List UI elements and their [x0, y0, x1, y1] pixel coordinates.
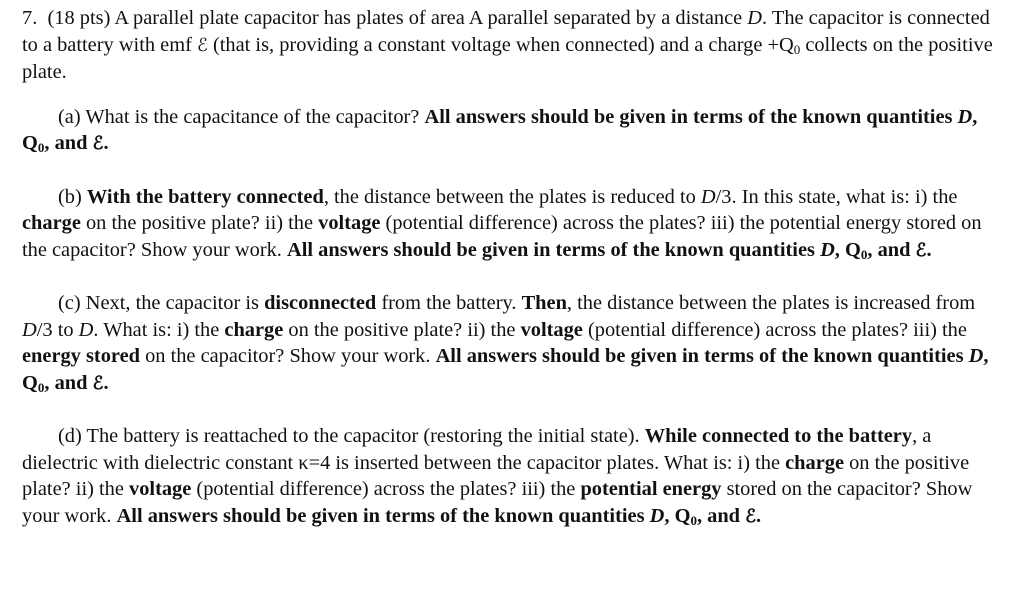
part-text: Next, the capacitor is [80, 292, 265, 314]
part-text: stored on the capacitor? Show your work. [22, 478, 973, 527]
statement-text: (that is, providing a constant voltage when connected) and a charge +Q [207, 33, 794, 56]
distance-symbol: D [700, 185, 716, 208]
emphasis-text: potential energy [580, 478, 722, 500]
part-b [22, 184, 997, 265]
part-text: , the distance between the plates is reduced to [323, 185, 701, 208]
part-text: from the battery. [376, 292, 522, 314]
answer-instruction: All answers should be given in terms of the known quantities D, $Q_0$, and ℰ. [22, 105, 978, 155]
part-text: (potential difference) across the plates? iii) the [582, 318, 967, 341]
answer-instruction: All answers should be given in terms of the known quantities D, $Q_0$, and ℰ. [116, 504, 762, 528]
part-a [22, 104, 997, 158]
part-text: (potential difference) across the plates? iii) the potential energy stored on the capacitor? Show your work. [22, 212, 982, 261]
part-c [22, 290, 997, 397]
subscript-zero: 0 [793, 41, 801, 57]
part-text: What is the capacitance of the capacitor? [80, 105, 425, 128]
emphasis-text: While connected to the battery [644, 425, 913, 447]
answer-instruction: All answers should be given in terms of the known quantities D, $Q_0$, and ℰ. [287, 238, 932, 262]
distance-symbol: D [747, 7, 763, 29]
answer-instruction: All answers should be given in terms of the known quantities D, $Q_0$, and ℰ. [22, 345, 989, 395]
statement-text: collects on the positive plate. [22, 33, 993, 83]
emphasis-text: charge [224, 318, 284, 341]
part-d [22, 423, 997, 530]
part-text: (potential difference) across the plates? iii) the [191, 478, 581, 500]
emphasis-text: voltage [129, 478, 192, 500]
part-label: (a) [58, 105, 81, 128]
emphasis-text: With the battery connected [86, 185, 324, 208]
part-text: /3 to [36, 318, 79, 341]
part-text: on the positive plate? ii) the [283, 318, 521, 341]
emphasis-text: charge [785, 451, 845, 474]
part-text: , a dielectric with dielectric constant κ=4 is inserted between the capacitor plates. What is: i) the [22, 425, 932, 474]
emphasis-text: Then [521, 292, 567, 314]
emphasis-text: energy stored [22, 345, 140, 367]
problem-number: 7. [22, 7, 38, 29]
emphasis-text: charge [22, 212, 81, 234]
part-text: . What is: i) the [93, 318, 225, 341]
emphasis-text: voltage [318, 212, 381, 234]
statement-text: A parallel plate capacitor has plates of area A parallel separated by a distance [110, 7, 748, 29]
part-text: , the distance between the plates is increased from [566, 292, 976, 314]
part-text: on the capacitor? Show your work. [139, 345, 436, 367]
emphasis-text: disconnected [264, 292, 377, 314]
emf-symbol: ℰ [196, 34, 208, 56]
part-label: (d) [58, 425, 82, 447]
problem-points: (18 pts) [47, 7, 111, 29]
part-label: (b) [58, 185, 82, 208]
part-text: on the positive plate? ii) the [22, 451, 970, 500]
emphasis-text: voltage [520, 318, 583, 341]
statement-text: . The capacitor is connected to a battery with emf [22, 7, 990, 56]
part-text: /3. In this state, what is: i) the [715, 185, 958, 208]
part-text: The battery is reattached to the capacitor (restoring the initial state). [81, 425, 645, 447]
distance-symbol: D [22, 318, 37, 341]
part-text: on the positive plate? ii) the [80, 212, 319, 234]
distance-symbol: D [78, 318, 94, 341]
problem-statement [22, 5, 997, 86]
part-label: (c) [58, 292, 81, 314]
